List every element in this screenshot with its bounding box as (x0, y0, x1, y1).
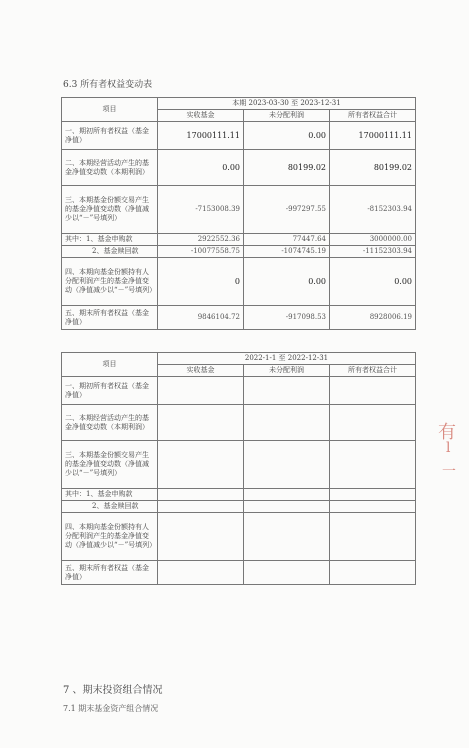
row-label: 四、本期向基金份额持有人分配利润产生的基金净值变动（净值减少以“－”号填列） (62, 258, 158, 306)
cell-undistributed (244, 489, 330, 501)
cell-undistributed: 0.00 (244, 258, 330, 306)
col-header-undistributed: 未分配利润 (244, 365, 330, 377)
cell-paid-in: -7153008.39 (158, 186, 244, 234)
operating-change-row (62, 405, 416, 441)
cell-undistributed (244, 561, 330, 585)
cell-undistributed: 0.00 (244, 122, 330, 150)
cell-paid-in: 0.00 (158, 150, 244, 186)
col-header-total: 所有者权益合计 (330, 365, 416, 377)
row-label: 三、本期基金份额交易产生的基金净值变动数（净值减少以“－”号填列） (62, 186, 158, 234)
col-header-paid-in: 实收基金 (158, 110, 244, 122)
cell-total (330, 501, 416, 513)
cell-total (330, 405, 416, 441)
section-heading-7-1: 7.1 期末基金资产组合情况 (63, 704, 159, 713)
cell-undistributed (244, 377, 330, 405)
stamp-char: 有 (438, 422, 456, 443)
stamp-char: 一 (442, 464, 456, 480)
cell-total: 0.00 (330, 258, 416, 306)
cell-total: -11152303.94 (330, 246, 416, 258)
cell-paid-in: 0 (158, 258, 244, 306)
row-label: 三、本期基金份额交易产生的基金净值变动数（净值减少以“－”号填列） (62, 441, 158, 489)
row-label: 其中：1、基金申购款 (62, 489, 158, 501)
cell-paid-in (158, 501, 244, 513)
opening-equity-row (62, 122, 416, 150)
stamp-char: l (446, 440, 451, 456)
subscription-row (62, 489, 416, 501)
cell-paid-in (158, 377, 244, 405)
closing-equity-row (62, 306, 416, 330)
row-label: 一、期初所有者权益（基金净值） (62, 122, 158, 150)
cell-paid-in (158, 441, 244, 489)
cell-total: 8928006.19 (330, 306, 416, 330)
equity-change-table-current (61, 97, 416, 330)
cell-paid-in: -10077558.75 (158, 246, 244, 258)
row-label: 2、基金赎回款 (62, 246, 158, 258)
cell-paid-in (158, 513, 244, 561)
cell-paid-in: 2922552.36 (158, 234, 244, 246)
cell-total: -8152303.94 (330, 186, 416, 234)
row-label: 二、本期经营活动产生的基金净值变动数（本期利润） (62, 150, 158, 186)
row-label: 2、基金赎回款 (62, 501, 158, 513)
col-header-undistributed: 未分配利润 (244, 110, 330, 122)
cell-undistributed: 80199.02 (244, 150, 330, 186)
subscription-row (62, 234, 416, 246)
cell-undistributed: -917098.53 (244, 306, 330, 330)
row-label: 五、期末所有者权益（基金净值） (62, 306, 158, 330)
cell-undistributed: -997297.55 (244, 186, 330, 234)
cell-paid-in (158, 405, 244, 441)
period-label-current: 本期 2023-03-30 至 2023-12-31 (158, 98, 416, 110)
cell-total (330, 513, 416, 561)
col-header-paid-in: 实收基金 (158, 365, 244, 377)
cell-paid-in: 9846104.72 (158, 306, 244, 330)
cell-undistributed (244, 441, 330, 489)
cell-total (330, 377, 416, 405)
cell-undistributed: -1074745.19 (244, 246, 330, 258)
closing-equity-row (62, 561, 416, 585)
cell-total (330, 561, 416, 585)
item-header: 项目 (62, 98, 158, 122)
item-header: 项目 (62, 353, 158, 377)
col-header-total: 所有者权益合计 (330, 110, 416, 122)
distribution-change-row (62, 513, 416, 561)
cell-undistributed (244, 513, 330, 561)
cell-total: 80199.02 (330, 150, 416, 186)
redemption-row (62, 501, 416, 513)
row-label: 五、期末所有者权益（基金净值） (62, 561, 158, 585)
cell-paid-in (158, 561, 244, 585)
share-trading-change-row (62, 441, 416, 489)
cell-paid-in (158, 489, 244, 501)
row-label: 一、期初所有者权益（基金净值） (62, 377, 158, 405)
period-label-prior: 2022-1-1 至 2022-12-31 (158, 353, 416, 365)
row-label: 其中：1、基金申购款 (62, 234, 158, 246)
section-title: 6.3 所有者权益变动表 (63, 80, 153, 90)
cell-undistributed (244, 501, 330, 513)
cell-total (330, 441, 416, 489)
cell-total: 17000111.11 (330, 122, 416, 150)
section-heading-7: 7 、期末投资组合情况 (63, 685, 163, 696)
cell-paid-in: 17000111.11 (158, 122, 244, 150)
cell-total: 3000000.00 (330, 234, 416, 246)
equity-change-table-prior (61, 352, 416, 585)
cell-undistributed: 77447.64 (244, 234, 330, 246)
operating-change-row (62, 150, 416, 186)
cell-total (330, 489, 416, 501)
redemption-row (62, 246, 416, 258)
row-label: 二、本期经营活动产生的基金净值变动数（本期利润） (62, 405, 158, 441)
row-label: 四、本期向基金份额持有人分配利润产生的基金净值变动（净值减少以“－”号填列） (62, 513, 158, 561)
cell-undistributed (244, 405, 330, 441)
opening-equity-row (62, 377, 416, 405)
share-trading-change-row (62, 186, 416, 234)
distribution-change-row (62, 258, 416, 306)
